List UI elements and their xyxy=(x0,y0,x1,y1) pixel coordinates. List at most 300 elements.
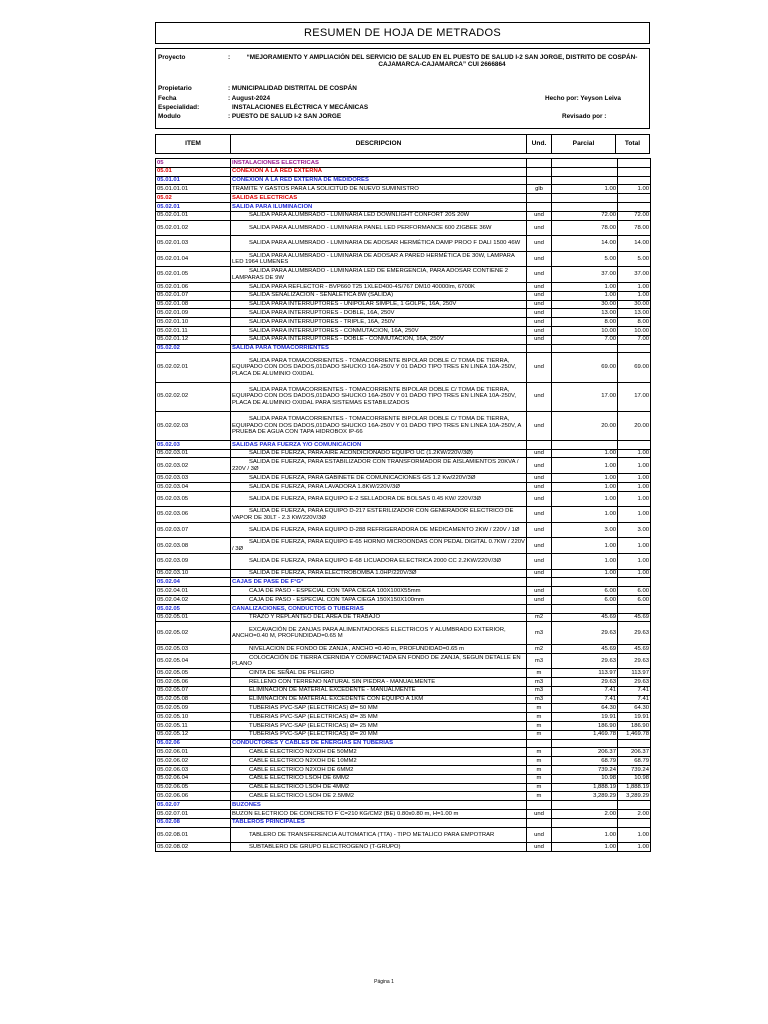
item-cell: 05.02.04.02 xyxy=(156,596,231,605)
unit-cell xyxy=(527,578,552,587)
total-cell: 739.24 xyxy=(618,765,651,774)
unit-cell: und xyxy=(527,318,552,327)
parcial-cell: 45.69 xyxy=(552,644,618,653)
unit-cell: und xyxy=(527,251,552,267)
unit-cell: und xyxy=(527,411,552,440)
parcial-cell xyxy=(552,344,618,353)
total-cell: 29.63 xyxy=(618,622,651,644)
table-row xyxy=(156,792,651,801)
unit-cell: und xyxy=(527,491,552,507)
description-text: SALIDA DE FUERZA, PARA ESTABILIZADOR CON TRANSFORMADOR DE AISLAMIENTOS 20KVA / 220V / 3Ø xyxy=(232,459,519,472)
table-row xyxy=(156,774,651,783)
description-text: SALIDA PARA ALUMBRADO - LUMINARIA DE ADOSAR A PARED HERMÉTICA DE 30W, LAMPARA LED 1964 LUMENES xyxy=(232,252,515,266)
item-cell: 05.02.05.06 xyxy=(156,678,231,687)
table-row xyxy=(156,809,651,818)
header-parcial: Parcial xyxy=(552,135,616,153)
description-text: SALIDA DE FUERZA, PARA GABINETE DE COMUNICACIONES GS 1.2 Kw/220V/3Ø xyxy=(249,474,476,481)
description-cell xyxy=(231,522,527,538)
table-row xyxy=(156,686,651,695)
unit-cell: und xyxy=(527,458,552,474)
description-cell xyxy=(231,622,527,644)
header-item: ITEM xyxy=(156,135,231,153)
total-cell: 7.41 xyxy=(618,695,651,704)
description-text: TUBERIAS PVC-SAP (ELECTRICAS) Ø= 50 MM xyxy=(249,705,378,712)
table-row xyxy=(156,236,651,252)
header-descripcion: DESCRIPCION xyxy=(231,135,527,153)
page-number: Página 1 xyxy=(374,979,394,985)
parcial-cell: 1.00 xyxy=(552,569,618,578)
total-cell: 1.00 xyxy=(618,282,651,291)
table-row xyxy=(156,176,651,185)
item-cell: 05.02.02.02 xyxy=(156,382,231,411)
table-row xyxy=(156,644,651,653)
description-text: CABLE ELECTRICO LSOH DE 2.5MM2 xyxy=(249,793,355,800)
description-cell xyxy=(231,382,527,411)
parcial-cell: 10.98 xyxy=(552,774,618,783)
description-cell: BUZON ELECTRICO DE CONCRETO F´C=210 KG/CM2 (BE) 0.80x0.80 m, H=1.00 m xyxy=(231,809,527,818)
total-cell xyxy=(618,739,651,748)
table-row xyxy=(156,604,651,613)
description-text: SALIDA PARA INTERRUPTORES - CONMUTACION, 16A, 250V xyxy=(249,327,419,334)
table-row xyxy=(156,818,651,827)
parcial-cell: 1.00 xyxy=(552,538,618,554)
total-cell: 1.00 xyxy=(618,185,651,194)
total-cell: 1.00 xyxy=(618,554,651,570)
project-info-block xyxy=(155,48,650,129)
unit-cell: und xyxy=(527,282,552,291)
parcial-cell: 78.00 xyxy=(552,220,618,236)
total-cell: 206.37 xyxy=(618,748,651,757)
description-cell xyxy=(231,730,527,739)
table-row xyxy=(156,291,651,300)
table-row xyxy=(156,185,651,194)
total-cell: 1,888.19 xyxy=(618,783,651,792)
unit-cell: m xyxy=(527,721,552,730)
total-cell: 6.00 xyxy=(618,587,651,596)
unit-cell: und xyxy=(527,587,552,596)
item-cell: 05.02.01.01 xyxy=(156,211,231,220)
parcial-cell: 14.00 xyxy=(552,236,618,252)
fecha-value: : August-2024 xyxy=(228,95,271,102)
total-cell xyxy=(618,159,651,168)
table-row xyxy=(156,578,651,587)
unit-cell: m xyxy=(527,765,552,774)
description-cell: CAJAS DE PASE DE F°G° xyxy=(231,578,527,587)
total-cell: 7.00 xyxy=(618,335,651,344)
table-row xyxy=(156,739,651,748)
item-cell: 05.02.01.11 xyxy=(156,326,231,335)
parcial-cell: 1.00 xyxy=(552,449,618,458)
description-text: EXCAVACIÓN DE ZANJAS PARA ALIMENTADORES ELECTRICOS Y ALUMBRADO EXTERIOR, ANCHO=0.40 M, PROFUNDIDAD=0.65 M xyxy=(232,626,506,640)
description-text: TUBERIAS PVC-SAP (ELECTRICAS) Ø= 35 MM xyxy=(249,713,378,720)
total-cell xyxy=(618,604,651,613)
parcial-cell xyxy=(552,167,618,176)
total-cell: 1,469.78 xyxy=(618,730,651,739)
total-cell: 29.63 xyxy=(618,678,651,687)
item-cell: 05.02.01.05 xyxy=(156,267,231,283)
parcial-cell: 113.97 xyxy=(552,669,618,678)
total-cell: 3,289.29 xyxy=(618,792,651,801)
description-text: SALIDA PARA ALUMBRADO - LUMINARIA PANEL LED PERFORMANCE 600 ZIGBEE 36W xyxy=(249,224,492,231)
description-cell: SALIDA PARA TOMACORRIENTES xyxy=(231,344,527,353)
description-cell xyxy=(231,411,527,440)
description-text: SALIDA DE FUERZA, PARA EQUIPO D-288 REFRIGERADORA DE MEDICAMENTO 2KW / 220V / 1Ø xyxy=(249,526,520,533)
description-text: TUBERIAS PVC-SAP (ELECTRICAS) Ø= 25 MM xyxy=(249,722,378,729)
unit-cell: m3 xyxy=(527,622,552,644)
table-row xyxy=(156,721,651,730)
item-cell: 05.02.01.09 xyxy=(156,309,231,318)
parcial-cell: 30.00 xyxy=(552,300,618,309)
item-cell: 05.02.03.03 xyxy=(156,474,231,483)
unit-cell: m3 xyxy=(527,653,552,669)
item-cell: 05.02.04 xyxy=(156,578,231,587)
table-row xyxy=(156,730,651,739)
table-row xyxy=(156,801,651,810)
description-cell xyxy=(231,765,527,774)
table-row xyxy=(156,695,651,704)
description-text: SALIDA DE FUERZA, PARA EQUIPO E-2 SELLADORA DE BOLSAS 0.45 KW/ 220V/3Ø xyxy=(249,495,482,502)
description-text: CABLE ELECTRICO N2XOH DE 10MM2 xyxy=(249,757,357,764)
proyecto-separator: : xyxy=(228,54,231,61)
description-cell xyxy=(231,251,527,267)
unit-cell: und xyxy=(527,827,552,843)
table-row xyxy=(156,211,651,220)
item-cell: 05 xyxy=(156,159,231,168)
unit-cell: m xyxy=(527,757,552,766)
unit-cell xyxy=(527,739,552,748)
description-cell xyxy=(231,757,527,766)
description-cell xyxy=(231,507,527,523)
parcial-cell: 7.00 xyxy=(552,335,618,344)
unit-cell: und xyxy=(527,211,552,220)
item-cell: 05.02.06.03 xyxy=(156,765,231,774)
item-cell: 05.02.05.02 xyxy=(156,622,231,644)
description-cell xyxy=(231,282,527,291)
total-cell: 1.00 xyxy=(618,538,651,554)
parcial-cell: 1,888.19 xyxy=(552,783,618,792)
parcial-cell: 6.00 xyxy=(552,587,618,596)
description-text: SUBTABLERO DE GRUPO ELECTROGENO (T-GRUPO) xyxy=(249,843,401,850)
total-cell: 72.00 xyxy=(618,211,651,220)
item-cell: 05.02.03.10 xyxy=(156,569,231,578)
description-cell xyxy=(231,291,527,300)
unit-cell xyxy=(527,801,552,810)
parcial-cell: 45.69 xyxy=(552,613,618,622)
item-cell: 05.01 xyxy=(156,167,231,176)
total-cell: 113.97 xyxy=(618,669,651,678)
unit-cell: und xyxy=(527,482,552,491)
description-text: SALIDA PARA INTERRUPTORES - TRIPLE, 16A, 250V xyxy=(249,318,396,325)
table-row xyxy=(156,167,651,176)
item-cell: 05.02.01.12 xyxy=(156,335,231,344)
total-cell: 37.00 xyxy=(618,267,651,283)
document-title: RESUMEN DE HOJA DE METRADOS xyxy=(155,22,650,44)
item-cell: 05.02.01.02 xyxy=(156,220,231,236)
table-row xyxy=(156,554,651,570)
description-cell xyxy=(231,458,527,474)
description-cell xyxy=(231,449,527,458)
parcial-cell: 3,289.29 xyxy=(552,792,618,801)
item-cell: 05.02.02.01 xyxy=(156,353,231,382)
total-cell: 17.00 xyxy=(618,382,651,411)
parcial-cell: 37.00 xyxy=(552,267,618,283)
unit-cell: und xyxy=(527,220,552,236)
description-text: CABLE ELECTRICO LSOH DE 4MM2 xyxy=(249,784,350,791)
unit-cell: und xyxy=(527,843,552,852)
total-cell: 1.00 xyxy=(618,474,651,483)
parcial-cell: 1,469.78 xyxy=(552,730,618,739)
total-cell: 1.00 xyxy=(618,458,651,474)
item-cell: 05.02.05.05 xyxy=(156,669,231,678)
parcial-cell: 2.00 xyxy=(552,809,618,818)
unit-cell: m xyxy=(527,783,552,792)
description-text: SALIDA PARA ALUMBRADO - LUMINARIA LED DOWNLIGHT CONFORT 20S 20W xyxy=(249,212,470,219)
fecha-label: Fecha xyxy=(158,95,177,102)
hecho-por: Hecho por: Yeyson Leiva xyxy=(545,95,621,102)
item-cell: 05.02.08.02 xyxy=(156,843,231,852)
table-row xyxy=(156,713,651,722)
item-cell: 05.02.05.11 xyxy=(156,721,231,730)
total-cell: 10.98 xyxy=(618,774,651,783)
total-cell: 20.00 xyxy=(618,411,651,440)
description-cell xyxy=(231,644,527,653)
item-cell: 05.02.05.09 xyxy=(156,704,231,713)
table-header xyxy=(155,134,650,154)
item-cell: 05.02.06.06 xyxy=(156,792,231,801)
parcial-cell xyxy=(552,159,618,168)
table-row xyxy=(156,653,651,669)
table-row xyxy=(156,220,651,236)
parcial-cell: 1.00 xyxy=(552,185,618,194)
parcial-cell: 7.41 xyxy=(552,695,618,704)
total-cell xyxy=(618,202,651,211)
unit-cell: und xyxy=(527,538,552,554)
parcial-cell: 1.00 xyxy=(552,482,618,491)
total-cell: 64.30 xyxy=(618,704,651,713)
unit-cell: und xyxy=(527,449,552,458)
total-cell: 1.00 xyxy=(618,482,651,491)
description-cell xyxy=(231,587,527,596)
parcial-cell: 17.00 xyxy=(552,382,618,411)
parcial-cell: 29.63 xyxy=(552,678,618,687)
item-cell: 05.02.08 xyxy=(156,818,231,827)
item-cell: 05.02.03.04 xyxy=(156,482,231,491)
total-cell: 19.91 xyxy=(618,713,651,722)
total-cell: 45.69 xyxy=(618,644,651,653)
unit-cell: und xyxy=(527,335,552,344)
unit-cell: und xyxy=(527,596,552,605)
unit-cell xyxy=(527,818,552,827)
table-row xyxy=(156,440,651,449)
item-cell: 05.02.03 xyxy=(156,440,231,449)
item-cell: 05.02.05.01 xyxy=(156,613,231,622)
unit-cell: m xyxy=(527,774,552,783)
parcial-cell: 19.91 xyxy=(552,713,618,722)
parcial-cell: 1.00 xyxy=(552,827,618,843)
description-text: TRAZO Y REPLANTEO DEL AREA DE TRABAJO xyxy=(249,614,381,621)
table-row xyxy=(156,482,651,491)
item-cell: 05.02.07.01 xyxy=(156,809,231,818)
unit-cell: und xyxy=(527,291,552,300)
unit-cell: und xyxy=(527,309,552,318)
unit-cell xyxy=(527,604,552,613)
description-cell xyxy=(231,669,527,678)
description-text: CAJA DE PASO - ESPECIAL CON TAPA CIEGA 100X100X55mm xyxy=(249,587,421,594)
item-cell: 05.02.05.10 xyxy=(156,713,231,722)
unit-cell xyxy=(527,159,552,168)
description-cell xyxy=(231,613,527,622)
unit-cell xyxy=(527,202,552,211)
table-row xyxy=(156,335,651,344)
table-row xyxy=(156,538,651,554)
unit-cell: und xyxy=(527,522,552,538)
parcial-cell xyxy=(552,739,618,748)
description-cell xyxy=(231,309,527,318)
parcial-cell: 68.79 xyxy=(552,757,618,766)
total-cell: 1.00 xyxy=(618,827,651,843)
parcial-cell xyxy=(552,818,618,827)
header-und: Und. xyxy=(527,135,552,153)
total-cell xyxy=(618,176,651,185)
parcial-cell xyxy=(552,440,618,449)
unit-cell: m2 xyxy=(527,644,552,653)
description-text: TUBERIAS PVC-SAP (ELECTRICAS) Ø= 20 MM xyxy=(249,731,378,738)
description-cell xyxy=(231,554,527,570)
description-text: CABLE ELECTRICO N2XOH DE 6MM2 xyxy=(249,766,354,773)
total-cell: 69.00 xyxy=(618,353,651,382)
parcial-cell: 72.00 xyxy=(552,211,618,220)
table-row xyxy=(156,202,651,211)
item-cell: 05.02.01.03 xyxy=(156,236,231,252)
table-row xyxy=(156,267,651,283)
description-text: SALIDA PARA INTERRUPTORES - UNIPOLAR SIMPLE, 1 GOLPE, 16A, 250V xyxy=(249,301,457,308)
description-text: SALIDA PARA REFLECTOR - BVP660 T25 1XLED400-4S/767 DM10 40000lm, 6700K xyxy=(249,283,475,290)
parcial-cell: 1.00 xyxy=(552,491,618,507)
parcial-cell: 1.00 xyxy=(552,843,618,852)
table-row xyxy=(156,678,651,687)
description-cell xyxy=(231,220,527,236)
description-cell: CANALIZACIONES, CONDUCTOS O TUBERIAS xyxy=(231,604,527,613)
parcial-cell: 6.00 xyxy=(552,596,618,605)
total-cell xyxy=(618,818,651,827)
description-cell: SALIDAS ELECTRICAS xyxy=(231,194,527,203)
table-row xyxy=(156,522,651,538)
description-cell xyxy=(231,211,527,220)
table-row xyxy=(156,159,651,168)
description-cell xyxy=(231,704,527,713)
description-cell: CONEXION A LA RED EXTERNA xyxy=(231,167,527,176)
table-row xyxy=(156,353,651,382)
parcial-cell: 1.00 xyxy=(552,458,618,474)
description-text: SALIDA DE FUERZA, PARA AIRE ACONDICIONADO EQUIPO UC (1.2KW/220V/3Ø) xyxy=(249,450,473,457)
total-cell: 10.00 xyxy=(618,326,651,335)
description-text: SALIDA DE FUERZA, PARA LAVADORA 1.8KW/220V/3Ø xyxy=(249,483,400,490)
description-text: SALIDA DE FUERZA, PARA ELECTROBOMBA 1.0HP/220V/3Ø xyxy=(249,570,417,577)
description-text: ELIMINACIÓN DE MATERIAL EXCEDENTE - MANUALMENTE xyxy=(249,687,416,694)
total-cell xyxy=(618,440,651,449)
parcial-cell: 1.00 xyxy=(552,507,618,523)
item-cell: 05.02.03.02 xyxy=(156,458,231,474)
table-row xyxy=(156,783,651,792)
description-cell xyxy=(231,236,527,252)
description-text: SALIDA SEÑALIZACION - SEÑALETICA 8W (SALIDA) xyxy=(249,292,394,299)
total-cell: 5.00 xyxy=(618,251,651,267)
total-cell: 1.00 xyxy=(618,491,651,507)
total-cell: 2.00 xyxy=(618,809,651,818)
especialidad-label: Especialidad: xyxy=(158,104,200,111)
description-cell: CONDUCTORES Y CABLES DE ENERGIAS EN TUBERIAS xyxy=(231,739,527,748)
item-cell: 05.02.05 xyxy=(156,604,231,613)
total-cell: 7.41 xyxy=(618,686,651,695)
description-text: ELIMINACIÓN DE MATERIAL EXCEDENTE CON EQUIPO A 1KM xyxy=(249,696,424,703)
description-cell xyxy=(231,596,527,605)
description-cell xyxy=(231,318,527,327)
item-cell: 05.02.03.09 xyxy=(156,554,231,570)
item-cell: 05.02.01.07 xyxy=(156,291,231,300)
parcial-cell: 29.63 xyxy=(552,653,618,669)
description-cell xyxy=(231,695,527,704)
unit-cell: und xyxy=(527,326,552,335)
parcial-cell xyxy=(552,194,618,203)
table-row xyxy=(156,194,651,203)
table-row xyxy=(156,309,651,318)
parcial-cell: 20.00 xyxy=(552,411,618,440)
description-text: SALIDA DE FUERZA, PARA EQUIPO E-68 LICUADORA ELECTRICA 2000 CC 2.2KW/220V/3Ø xyxy=(249,558,501,565)
description-cell xyxy=(231,843,527,852)
table-row xyxy=(156,827,651,843)
item-cell: 05.01.01.01 xyxy=(156,185,231,194)
description-text: SALIDA PARA ALUMBRADO - LUMINARIA LED DE EMERGENCIA, PARA ADOSAR CONTIENE 2 LAMPARAS DE 9W xyxy=(232,268,509,281)
unit-cell xyxy=(527,440,552,449)
description-cell xyxy=(231,538,527,554)
metrados-table xyxy=(155,158,651,852)
description-cell xyxy=(231,267,527,283)
item-cell: 05.02.05.07 xyxy=(156,686,231,695)
table-row xyxy=(156,326,651,335)
parcial-cell: 29.63 xyxy=(552,622,618,644)
item-cell: 05.02.03.06 xyxy=(156,507,231,523)
total-cell: 6.00 xyxy=(618,596,651,605)
table-row xyxy=(156,587,651,596)
total-cell: 1.00 xyxy=(618,843,651,852)
modulo-label: Modulo xyxy=(158,113,181,120)
item-cell: 05.01.01 xyxy=(156,176,231,185)
table-row xyxy=(156,757,651,766)
total-cell: 68.79 xyxy=(618,757,651,766)
table-row xyxy=(156,411,651,440)
unit-cell: glb xyxy=(527,185,552,194)
total-cell xyxy=(618,167,651,176)
description-text: SALIDA PARA TOMACORRIENTES - TOMACORRIENTE BIPOLAR DOBLE C/ TOMA DE TIERRA, EQUIPADO CON DOS DADOS,01DADO SHUCKO 16A-250V Y 01 DADO TIPO TRES EN LINEA 10A-250V, A PRUEBA DE AGUA CON TAPA HIDROBOX IP-66 xyxy=(232,416,521,435)
item-cell: 05.02.01.06 xyxy=(156,282,231,291)
parcial-cell: 13.00 xyxy=(552,309,618,318)
total-cell: 78.00 xyxy=(618,220,651,236)
table-row xyxy=(156,382,651,411)
description-text: CAJA DE PASO - ESPECIAL CON TAPA CIEGA 150X150X100mm xyxy=(249,596,424,603)
item-cell: 05.02.05.03 xyxy=(156,644,231,653)
item-cell: 05.02.01.10 xyxy=(156,318,231,327)
parcial-cell xyxy=(552,604,618,613)
unit-cell: und xyxy=(527,353,552,382)
item-cell: 05.02.03.07 xyxy=(156,522,231,538)
table-row xyxy=(156,344,651,353)
description-text: TABLERO DE TRANSFERENCIA AUTOMATICA (TTA) - TIPO METALICO PARA EMPOTRAR xyxy=(249,831,495,838)
parcial-cell: 7.41 xyxy=(552,686,618,695)
item-cell: 05.02.06.05 xyxy=(156,783,231,792)
unit-cell: und xyxy=(527,300,552,309)
description-cell xyxy=(231,300,527,309)
total-cell: 13.00 xyxy=(618,309,651,318)
